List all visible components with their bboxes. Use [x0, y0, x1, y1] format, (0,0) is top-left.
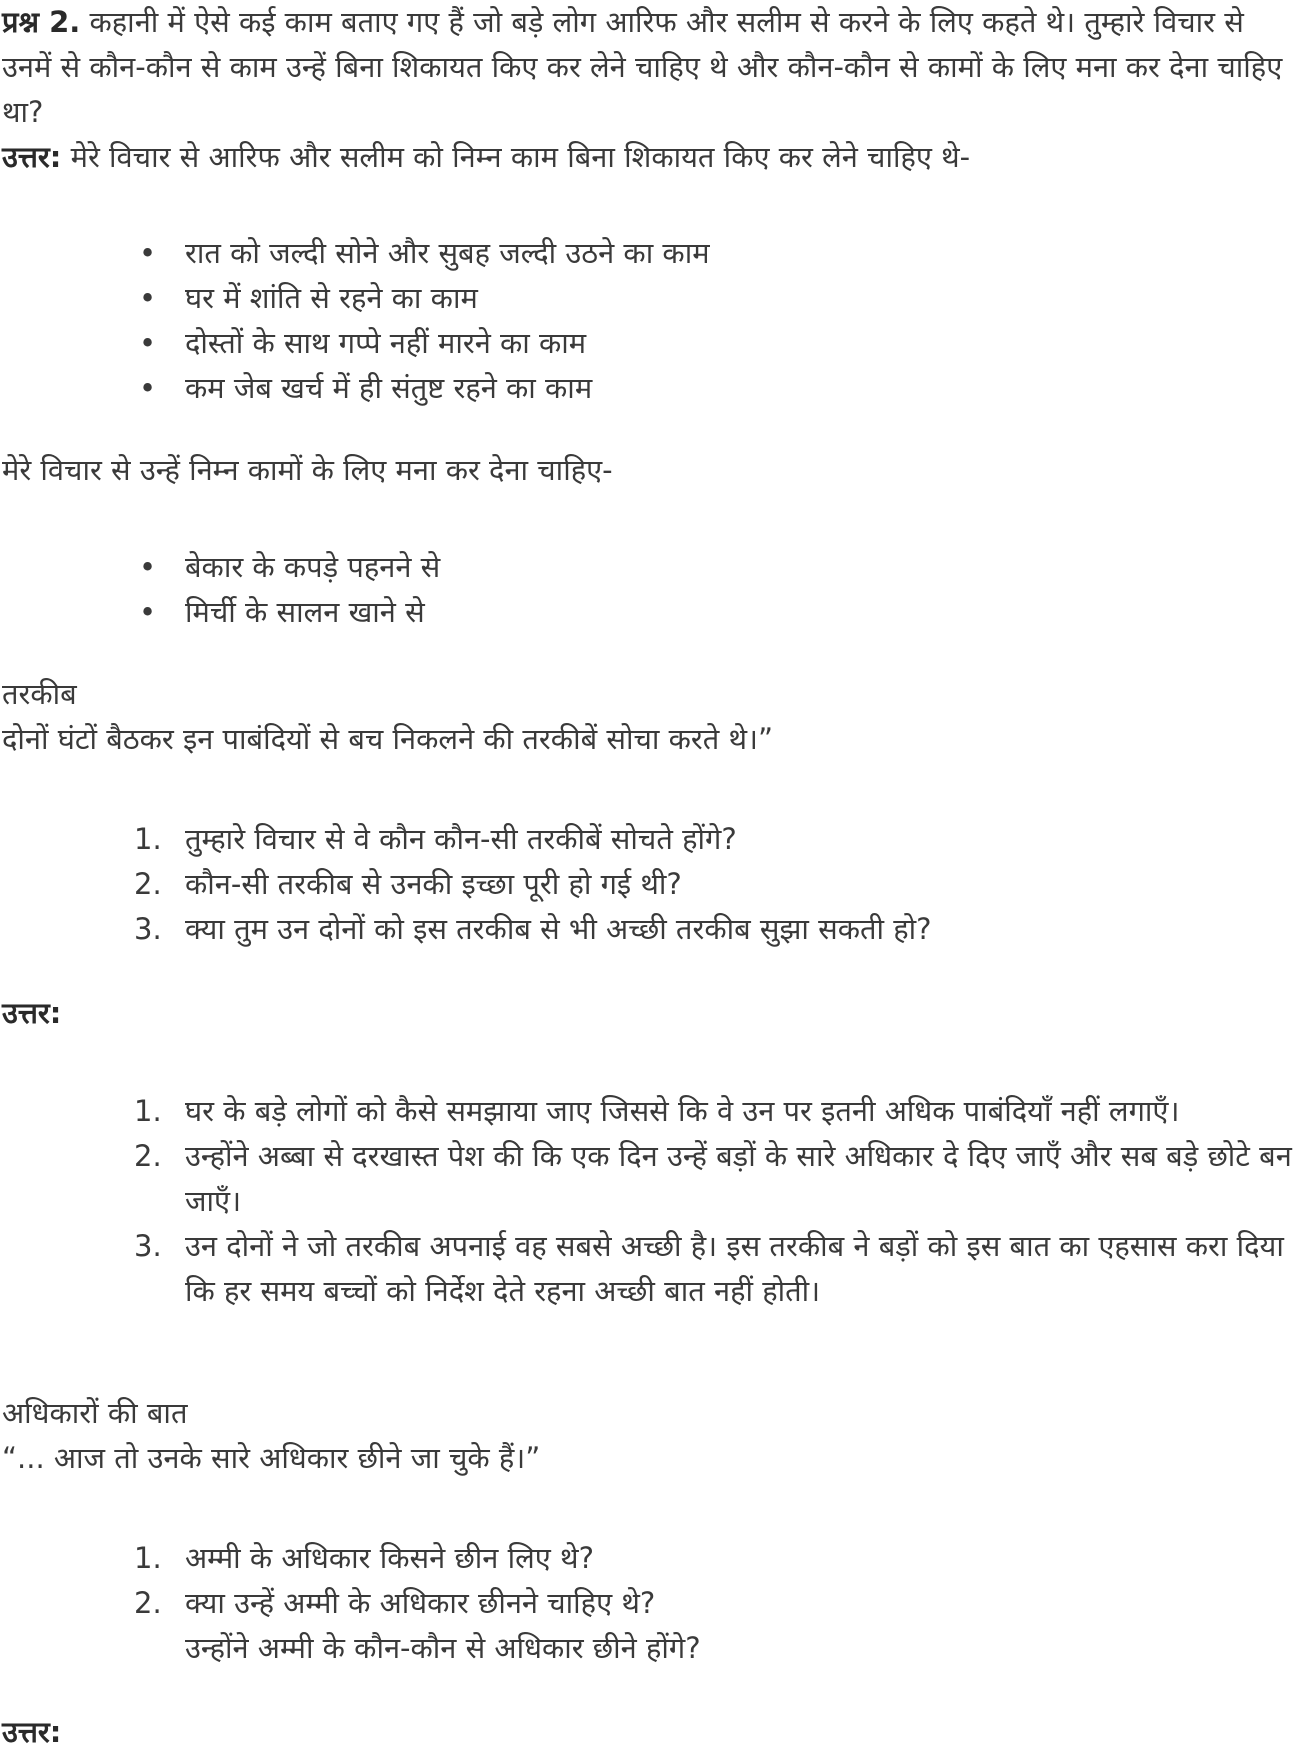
bullet-icon: •	[139, 281, 157, 315]
item-text: उन दोनों ने जो तरकीब अपनाई वह सबसे अच्छी है। इस तरकीब ने बड़ों को इस बात का एहसास करा दिया कि हर समय बच्चों को निर्देश देते रहना अच्छी बात नहीं होती।	[185, 1229, 1284, 1308]
item-number: 2.	[134, 867, 162, 901]
list-item	[2, 907, 1294, 952]
answer-label: उत्तर:	[2, 140, 62, 174]
item-text: मिर्ची के सालन खाने से	[185, 595, 425, 629]
item-text: दोस्तों के साथ गप्पे नहीं मारने का काम	[185, 326, 587, 360]
item-text: क्या तुम उन दोनों को इस तरकीब से भी अच्छी तरकीब सुझा सकती हो?	[185, 912, 932, 946]
section-quote: “... आज तो उनके सारे अधिकार छीने जा चुके हैं।”	[2, 1441, 541, 1475]
item-number: 1.	[134, 1094, 162, 1128]
item-text: बेकार के कपड़े पहनने से	[185, 550, 441, 584]
list-item	[2, 366, 1294, 411]
list-item	[2, 1134, 1294, 1224]
item-number: 2.	[134, 1139, 162, 1173]
item-text: कम जेब खर्च में ही संतुष्ट रहने का काम	[185, 371, 593, 405]
bullet-icon: •	[139, 595, 157, 629]
bullet-icon: •	[139, 550, 157, 584]
bullet-icon: •	[139, 326, 157, 360]
question-label: प्रश्न 2.	[2, 5, 81, 39]
item-text: घर के बड़े लोगों को कैसे समझाया जाए जिससे कि वे उन पर इतनी अधिक पाबंदियाँ नहीं लगाएँ।	[185, 1094, 1180, 1128]
question-text: कहानी में ऐसे कई काम बताए गए हैं जो बड़े लोग आरिफ और सलीम से करने के लिए कहते थे। तुम्हारे विचार से उनमें से कौन-कौन से काम उन्हें बिना शिकायत किए कर लेने चाहिए थे और कौन-कौन से कामों के लिए मना कर देना चाहिए था?	[2, 5, 1283, 129]
item-text: अम्मी के अधिकार किसने छीन लिए थे?	[185, 1541, 594, 1575]
answer-label: उत्तर:	[2, 1715, 62, 1749]
item-text: कौन-सी तरकीब से उनकी इच्छा पूरी हो गई थी?	[185, 867, 682, 901]
tarkeeb-answers	[2, 1089, 1294, 1314]
answer-intro	[2, 135, 1294, 180]
list-item	[2, 1581, 1294, 1671]
bullet-icon: •	[139, 236, 157, 270]
section-quote: दोनों घंटों बैठकर इन पाबंदियों से बच निकलने की तरकीबें सोचा करते थे।”	[2, 722, 774, 756]
list-item	[2, 231, 1294, 276]
item-text: क्या उन्हें अम्मी के अधिकार छीनने चाहिए थे?	[185, 1586, 656, 1620]
tarkeeb-questions	[2, 817, 1294, 952]
refuse-intro: मेरे विचार से उन्हें निम्न कामों के लिए मना कर देना चाहिए-	[2, 453, 613, 487]
adhikar-questions	[2, 1536, 1294, 1671]
list-item	[2, 817, 1294, 862]
item-text: घर में शांति से रहने का काम	[185, 281, 478, 315]
list-item	[2, 590, 1294, 635]
item-number: 1.	[134, 1541, 162, 1575]
item-text: रात को जल्दी सोने और सुबह जल्दी उठने का काम	[185, 236, 710, 270]
list-item	[2, 1089, 1294, 1134]
item-text: तुम्हारे विचार से वे कौन कौन-सी तरकीबें सोचते होंगे?	[185, 822, 737, 856]
bullet-icon: •	[139, 371, 157, 405]
item-number: 1.	[134, 822, 162, 856]
list-item	[2, 276, 1294, 321]
question-2	[2, 0, 1294, 135]
item-number: 2.	[134, 1586, 162, 1620]
section-heading-tarkeeb: तरकीब	[2, 677, 77, 711]
list-item	[2, 1224, 1294, 1314]
list-item	[2, 1536, 1294, 1581]
item-text-continued: उन्होंने अम्मी के कौन-कौन से अधिकार छीने होंगे?	[185, 1631, 701, 1665]
item-number: 3.	[134, 912, 162, 946]
item-text: उन्होंने अब्बा से दरखास्त पेश की कि एक दिन उन्हें बड़ों के सारे अधिकार दे दिए जाएँ और सब बड़े छोटे बन जाएँ।	[185, 1139, 1292, 1218]
accept-list	[2, 231, 1294, 411]
answer-intro-text: मेरे विचार से आरिफ और सलीम को निम्न काम बिना शिकायत किए कर लेने चाहिए थे-	[70, 140, 971, 174]
refuse-list	[2, 545, 1294, 635]
section-heading-adhikar: अधिकारों की बात	[2, 1396, 188, 1430]
list-item	[2, 321, 1294, 366]
list-item	[2, 545, 1294, 590]
list-item	[2, 862, 1294, 907]
answer-label: उत्तर:	[2, 996, 62, 1030]
item-number: 3.	[134, 1229, 162, 1263]
